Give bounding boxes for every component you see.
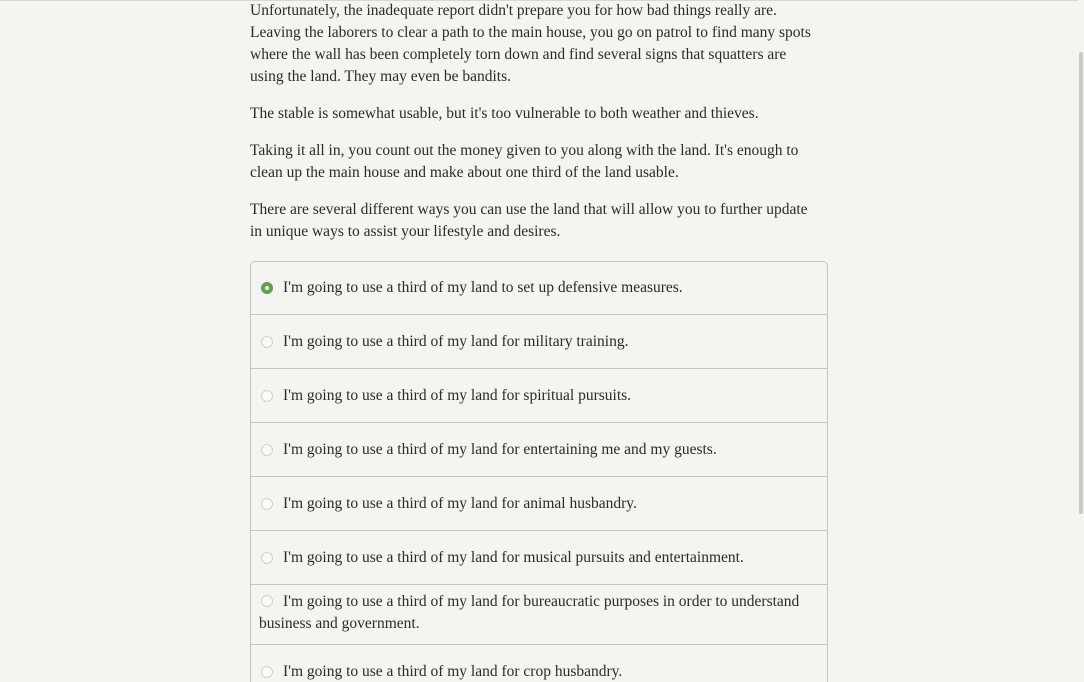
choice-label: I'm going to use a third of my land for entertaining me and my guests. [283, 441, 717, 458]
story-paragraph: The stable is somewhat usable, but it's too vulnerable to both weather and thieves. [250, 105, 759, 122]
choice-option-crop-husbandry[interactable] [251, 644, 827, 682]
radio-empty-icon[interactable] [261, 552, 273, 564]
story-paragraph: There are several different ways you can use the land that will allow you to further update in unique ways to assist your lifestyle and desires. [250, 201, 808, 240]
radio-empty-icon[interactable] [261, 595, 273, 607]
scrollbar-thumb[interactable] [1079, 52, 1083, 514]
radio-empty-icon[interactable] [261, 666, 273, 678]
scrollbar-track[interactable] [1078, 0, 1084, 682]
story-content [250, 0, 828, 682]
choice-option-animal-husbandry[interactable] [251, 476, 827, 530]
radio-empty-icon[interactable] [261, 390, 273, 402]
choice-label: I'm going to use a third of my land for crop husbandry. [283, 663, 623, 680]
choice-option-musical[interactable] [251, 530, 827, 584]
choice-option-military[interactable] [251, 314, 827, 368]
story-paragraph: Taking it all in, you count out the money given to you along with the land. It's enough to clean up the main house and make about one third of the land usable. [250, 142, 799, 181]
choice-label: I'm going to use a third of my land for spiritual pursuits. [283, 387, 632, 404]
choice-label: I'm going to use a third of my land for military training. [283, 333, 629, 350]
choice-list [250, 261, 828, 682]
radio-empty-icon[interactable] [261, 336, 273, 348]
radio-empty-icon[interactable] [261, 444, 273, 456]
choice-label: I'm going to use a third of my land to set up defensive measures. [283, 279, 683, 296]
choice-option-entertaining[interactable] [251, 422, 827, 476]
radio-selected-icon[interactable] [261, 282, 273, 294]
choice-label: I'm going to use a third of my land for animal husbandry. [283, 495, 637, 512]
story-paragraph: Unfortunately, the inadequate report didn't prepare you for how bad things really are. Leaving the laborers to clear a path to the main house, you go on patrol to find many spots where the wall has been completely torn down and find several signs that squatters are using the land. They may even be bandits. [250, 2, 811, 85]
radio-empty-icon[interactable] [261, 498, 273, 510]
choice-label: I'm going to use a third of my land for musical pursuits and entertainment. [283, 549, 744, 566]
choice-option-defensive[interactable] [251, 262, 827, 314]
choice-option-bureaucratic[interactable] [251, 584, 827, 644]
choice-option-spiritual[interactable] [251, 368, 827, 422]
choice-label: I'm going to use a third of my land for bureaucratic purposes in order to understand business and government. [259, 593, 800, 632]
